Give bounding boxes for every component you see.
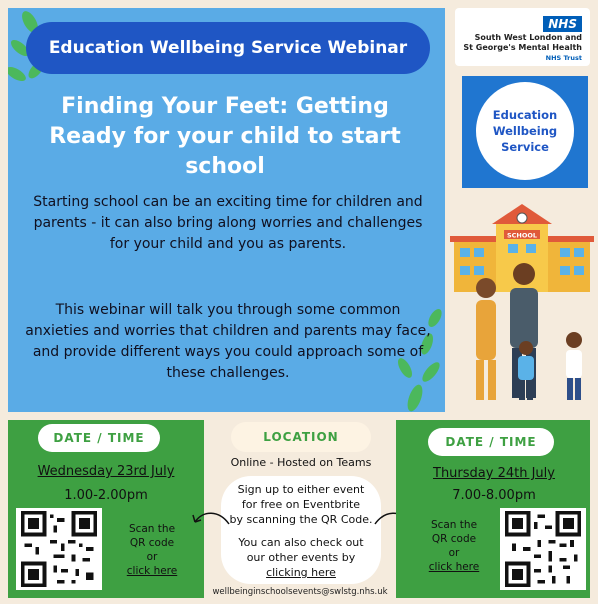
date-time-tag-2: DATE / TIME [428, 428, 554, 456]
trust-name-line2: St George's Mental Health [463, 43, 582, 52]
location-online: Online - Hosted on Teams [230, 456, 372, 469]
service-line3: Service [501, 140, 549, 154]
location-tag: LOCATION [231, 422, 371, 452]
scan2-line2: QR code [431, 533, 477, 545]
trust-name-line3: NHS Trust [545, 54, 582, 62]
scan-instructions-2 [414, 518, 494, 574]
nhs-trust-logo [455, 8, 590, 66]
webinar-banner [26, 22, 430, 74]
signup-info [221, 476, 381, 584]
service-badge-circle [476, 82, 574, 180]
event1-time: 1.00-2.00pm [64, 488, 148, 503]
event2-date: Thursday 24th July [433, 466, 555, 481]
clicking-here-link[interactable]: clicking here [266, 566, 336, 579]
click-here-link-1[interactable]: click here [126, 565, 178, 577]
location-panel [211, 420, 391, 598]
scan1-line2: QR code [129, 537, 175, 549]
page-title: Finding Your Feet: Getting Ready for your child to start school [49, 94, 401, 179]
also-line2: our other events by [246, 551, 356, 564]
qr-code-1[interactable] [16, 508, 102, 590]
signup-line1: Sign up to either event [237, 483, 365, 496]
event1-date: Wednesday 23rd July [37, 464, 175, 479]
nhs-logo: NHS [543, 16, 582, 32]
contact-email[interactable]: wellbeinginschoolsevents@swlstg.nhs.uk [212, 587, 388, 597]
webinar-label: Education Wellbeing Service Webinar [48, 38, 408, 58]
trust-name [463, 33, 582, 63]
event-panel-2 [396, 420, 590, 598]
date-time-tag-1: DATE / TIME [38, 424, 160, 452]
school-sign-text: SCHOOL [506, 231, 538, 240]
event2-time: 7.00-8.00pm [452, 488, 536, 503]
webinar-description: This webinar will talk you through some common anxieties and worries that children and parents may face, and provide different ways you could approach some of these challenges. [25, 302, 431, 381]
qr-code-2[interactable] [500, 508, 586, 590]
also-line1: You can also check out [238, 536, 364, 549]
scan-instructions-1 [110, 522, 194, 578]
service-line1: Education [492, 108, 558, 122]
scan1-line3: or [146, 551, 158, 563]
event-panel-1 [8, 420, 204, 598]
scan1-line1: Scan the [128, 523, 176, 535]
click-here-link-2[interactable]: click here [428, 561, 480, 573]
service-line2: Wellbeing [492, 124, 558, 138]
service-badge [462, 76, 588, 188]
school-family-illustration [446, 200, 596, 418]
scan2-line1: Scan the [430, 519, 478, 531]
arrow-left-icon [189, 506, 233, 536]
signup-line2: for free on Eventbrite [241, 498, 361, 511]
trust-name-line1: South West London and [474, 33, 582, 42]
signup-line3: by scanning the QR Code. [229, 513, 373, 526]
scan2-line3: or [448, 547, 460, 559]
intro-paragraph: Starting school can be an exciting time for children and parents - it can also bring along worries and challenges for your child and you as parents. [33, 194, 423, 252]
